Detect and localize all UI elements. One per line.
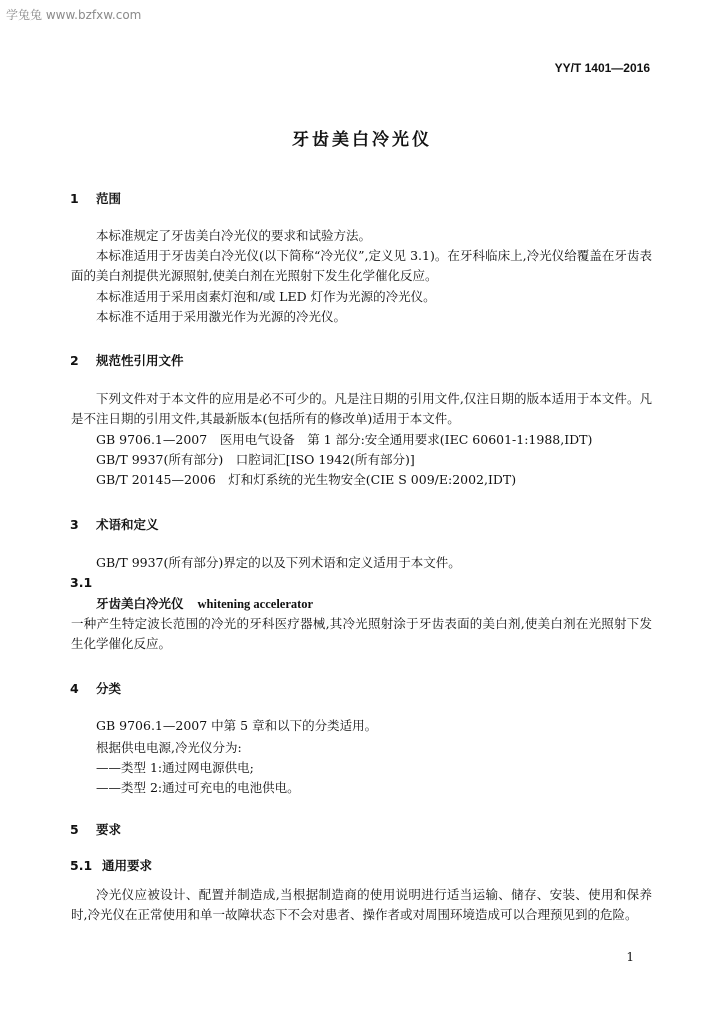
section-number: 4	[70, 681, 79, 696]
term-chinese: 牙齿美白冷光仪	[96, 596, 184, 611]
section-number: 2	[70, 353, 79, 368]
section-3-heading	[70, 515, 159, 533]
paragraph: 本标准适用于采用卤素灯泡和/或 LED 灯作为光源的冷光仪。	[96, 289, 436, 304]
paragraph: 本标准规定了牙齿美白冷光仪的要求和试验方法。	[96, 228, 372, 243]
section-title: 要求	[96, 822, 122, 837]
reference-item: GB 9706.1—2007 医用电气设备 第 1 部分:安全通用要求(IEC 60601-1:1988,IDT)	[96, 432, 593, 447]
section-title: 规范性引用文件	[96, 353, 184, 368]
section-title: 范围	[96, 191, 122, 206]
section-2-heading	[70, 351, 184, 369]
document-title: 牙齿美白冷光仪	[292, 130, 432, 150]
term-entry	[71, 594, 652, 614]
section-title: 术语和定义	[96, 517, 159, 532]
section-4-heading	[70, 679, 121, 697]
paragraph: 根据供电电源,冷光仪分为:	[96, 740, 242, 755]
subsection-number: 5.1	[70, 858, 93, 873]
paragraph: 本标准不适用于采用激光作为光源的冷光仪。	[96, 309, 347, 324]
reference-item: GB/T 20145—2006 灯和灯系统的光生物安全(CIE S 009/E:2002,IDT)	[96, 472, 517, 487]
section-number: 1	[70, 191, 79, 206]
paragraph: 冷光仪应被设计、配置并制造成,当根据制造商的使用说明进行适当运输、储存、安装、使用和保养时,冷光仪在正常使用和单一故障状态下不会对患者、操作者或对周围环境造成可以合理预见到的危险。	[71, 887, 652, 922]
section-1-heading	[70, 189, 121, 207]
paragraph: GB/T 9937(所有部分)界定的以及下列术语和定义适用于本文件。	[96, 555, 461, 570]
paragraph: 下列文件对于本文件的应用是必不可少的。凡是注日期的引用文件,仅注日期的版本适用于本文件。凡是不注日期的引用文件,其最新版本(包括所有的修改单)适用于本文件。	[71, 391, 652, 426]
section-5-heading	[70, 820, 121, 838]
page-number: 1	[626, 950, 634, 964]
subsection-5-1-heading	[70, 856, 152, 874]
section-number: 3	[70, 517, 79, 532]
section-number: 5	[70, 822, 79, 837]
reference-item: GB/T 9937(所有部分) 口腔词汇[ISO 1942(所有部分)]	[96, 452, 415, 467]
paragraph: 本标准适用于牙齿美白冷光仪(以下简称“冷光仪”,定义见 3.1)。在牙科临床上,冷光仪给覆盖在牙齿表面的美白剂提供光源照射,使美白剂在光照射下发生化学催化反应。	[71, 248, 652, 283]
section-title: 分类	[96, 681, 122, 696]
term-definition: 一种产生特定波长范围的冷光的牙科医疗器械,其冷光照射涂于牙齿表面的美白剂,使美白剂在光照射下发生化学催化反应。	[71, 616, 652, 651]
watermark: 学兔兔 www.bzfxw.com	[6, 8, 142, 22]
standard-number: YY/T 1401—2016	[554, 61, 650, 75]
list-item: ——类型 2:通过可充电的电池供电。	[96, 780, 300, 795]
subsection-title: 通用要求	[102, 858, 153, 873]
term-english: whitening accelerator	[197, 597, 314, 611]
list-item: ——类型 1:通过网电源供电;	[96, 760, 254, 775]
subsection-3-1-number: 3.1	[70, 575, 93, 590]
paragraph: GB 9706.1—2007 中第 5 章和以下的分类适用。	[96, 718, 378, 733]
